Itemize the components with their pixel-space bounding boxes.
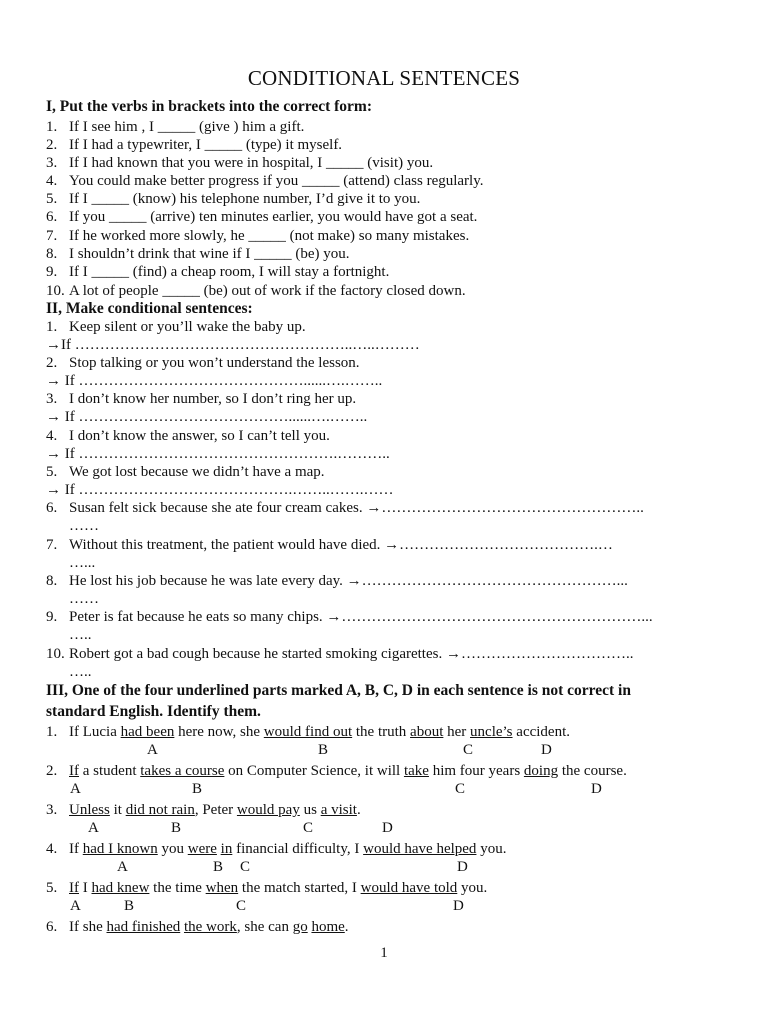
exercise-item: [46, 919, 349, 936]
sentence-fragment: .: [356, 802, 361, 818]
sentence-fragment: on Computer Science, it will: [224, 763, 404, 779]
underlined-part: a visit: [320, 802, 357, 818]
option-letter-d: D: [541, 742, 552, 758]
underlined-part: did not rain: [125, 802, 195, 818]
item-text: If I had known that you were in hospital, I _____ (visit) you.: [69, 155, 434, 171]
underlined-part: had knew: [91, 880, 150, 896]
option-letter-d: D: [382, 820, 393, 836]
exercise-item: [46, 646, 633, 663]
sentence-fragment: us: [299, 802, 321, 818]
underlined-part: home: [311, 919, 345, 935]
option-letter-b: B: [171, 820, 182, 836]
item-text: Susan felt sick because she ate four cream cakes. →……………………………………………..: [69, 500, 644, 516]
item-text: Stop talking or you won’t understand the lesson.: [69, 355, 360, 371]
sentence-fragment: the match started, I: [238, 880, 361, 896]
item-text: If I _____ (find) a cheap room, I will stay a fortnight.: [69, 264, 390, 280]
item-sentence: [69, 724, 570, 740]
item-text: I don’t know the answer, so I can’t tell you.: [69, 428, 330, 444]
answer-continuation: …..: [69, 627, 92, 643]
sentence-fragment: If: [69, 841, 83, 857]
item-number: 8.: [46, 573, 58, 589]
item-text: If I _____ (know) his telephone number, I’d give it to you.: [69, 191, 421, 207]
exercise-item: [46, 609, 653, 626]
sentence-fragment: If she: [69, 919, 107, 935]
option-letter-a: A: [117, 859, 128, 875]
item-number: 3.: [46, 155, 58, 171]
section2-heading: II, Make conditional sentences:: [46, 300, 253, 317]
sentence-fragment: I: [79, 880, 92, 896]
option-letter-a: A: [70, 898, 81, 914]
underlined-part: the work: [183, 919, 237, 935]
underlined-part: had finished: [106, 919, 181, 935]
option-letters: [0, 781, 768, 799]
option-letter-b: B: [124, 898, 135, 914]
option-letter-c: C: [455, 781, 466, 797]
option-letter-b: B: [213, 859, 224, 875]
sentence-fragment: you.: [457, 880, 488, 896]
section1-heading: I, Put the verbs in brackets into the correct form:: [46, 98, 372, 115]
item-number: 4.: [46, 173, 58, 189]
exercise-item: [46, 464, 325, 481]
item-number: 1.: [46, 119, 58, 135]
item-text: If I see him , I _____ (give ) him a gift.: [69, 119, 305, 135]
exercise-item: [46, 319, 306, 336]
item-sentence: [69, 919, 349, 935]
answer-line: → If …………………………………………….………..: [46, 446, 390, 462]
section3-heading-line2: standard English. Identify them.: [46, 703, 261, 720]
item-text: Without this treatment, the patient would have died. →………………………………….…: [69, 537, 613, 553]
section3-heading-line1: III, One of the four underlined parts marked A, B, C, D in each sentence is not correct in: [46, 682, 631, 699]
item-text: I shouldn’t drink that wine if I _____ (be) you.: [69, 246, 350, 262]
sentence-fragment: her: [443, 724, 471, 740]
underlined-part: would have told: [360, 880, 458, 896]
item-text: Keep silent or you’ll wake the baby up.: [69, 319, 306, 335]
exercise-item: [46, 802, 361, 819]
item-text: I don’t know her number, so I don’t ring her up.: [69, 391, 357, 407]
exercise-item: [46, 500, 644, 517]
item-number: 4.: [46, 841, 58, 857]
option-letter-b: B: [192, 781, 203, 797]
exercise-item: [46, 264, 389, 281]
item-number: 2.: [46, 763, 58, 779]
option-letters: [0, 859, 768, 877]
item-number: 1.: [46, 319, 58, 335]
underlined-part: uncle’s: [470, 724, 513, 740]
exercise-item: [46, 841, 506, 858]
option-letter-c: C: [303, 820, 314, 836]
option-letters: [0, 742, 768, 760]
underlined-part: go: [292, 919, 308, 935]
exercise-item: [46, 391, 356, 408]
item-number: 9.: [46, 609, 58, 625]
option-letters: [0, 898, 768, 916]
item-text: If he worked more slowly, he _____ (not make) so many mistakes.: [69, 228, 470, 244]
underlined-part: about: [410, 724, 444, 740]
sentence-fragment: it: [109, 802, 126, 818]
answer-line: →If ………………………………………………..…..………: [46, 337, 420, 353]
item-text: If you _____ (arrive) ten minutes earlier, you would have got a seat.: [69, 209, 478, 225]
item-text: Peter is fat because he eats so many chips. →……………………………………………………...: [69, 609, 653, 625]
item-number: 3.: [46, 391, 58, 407]
item-text: Robert got a bad cough because he started smoking cigarettes. →……………………………..: [69, 646, 634, 662]
item-number: 9.: [46, 264, 58, 280]
underlined-part: doing: [523, 763, 559, 779]
sentence-fragment: financial difficulty, I: [232, 841, 364, 857]
option-letters: [0, 820, 768, 838]
item-number: 6.: [46, 500, 58, 516]
sentence-fragment: If Lucia: [69, 724, 121, 740]
sentence-fragment: you: [157, 841, 188, 857]
underlined-part: If: [69, 880, 79, 896]
item-text: He lost his job because he was late every day. →……………………………………………...: [69, 573, 628, 589]
item-number: 6.: [46, 919, 58, 935]
answer-continuation: …...: [69, 555, 96, 571]
answer-continuation: ……: [69, 591, 99, 607]
answer-line: → If ……………………………………......….……..: [46, 409, 368, 425]
sentence-fragment: him four years: [428, 763, 524, 779]
item-number: 5.: [46, 880, 58, 896]
exercise-item: [46, 137, 342, 154]
exercise-item: [46, 283, 466, 300]
option-letter-c: C: [240, 859, 251, 875]
exercise-item: [46, 355, 360, 372]
sentence-fragment: , she can: [236, 919, 293, 935]
underlined-part: If: [69, 763, 79, 779]
item-text: If I had a typewriter, I _____ (type) it myself.: [69, 137, 343, 153]
item-number: 2.: [46, 355, 58, 371]
item-number: 3.: [46, 802, 58, 818]
sentence-fragment: .: [344, 919, 349, 935]
option-letter-d: D: [453, 898, 464, 914]
item-number: 6.: [46, 209, 58, 225]
item-number: 10.: [46, 283, 65, 299]
exercise-item: [46, 246, 350, 263]
underlined-part: when: [205, 880, 239, 896]
page-title: CONDITIONAL SENTENCES: [247, 66, 521, 90]
item-number: 5.: [46, 191, 58, 207]
underlined-part: takes a course: [140, 763, 225, 779]
option-letter-a: A: [88, 820, 99, 836]
item-number: 10.: [46, 646, 65, 662]
answer-continuation: …..: [69, 664, 92, 680]
option-letter-a: A: [147, 742, 158, 758]
item-text: We got lost because we didn’t have a map.: [69, 464, 325, 480]
item-sentence: [69, 763, 627, 779]
underlined-part: would pay: [236, 802, 300, 818]
option-letter-d: D: [457, 859, 468, 875]
option-letter-c: C: [463, 742, 474, 758]
answer-line: → If ………………………………………......….……..: [46, 373, 383, 389]
sentence-fragment: the truth: [352, 724, 411, 740]
sentence-fragment: you.: [476, 841, 507, 857]
exercise-item: [46, 880, 487, 897]
item-number: 4.: [46, 428, 58, 444]
underlined-part: Unless: [69, 802, 110, 818]
exercise-item: [46, 573, 628, 590]
item-number: 7.: [46, 228, 58, 244]
answer-line: → If …………………………………….……..…….……: [46, 482, 394, 498]
sentence-fragment: , Peter: [194, 802, 237, 818]
underlined-part: would find out: [263, 724, 353, 740]
exercise-item: [46, 763, 627, 780]
underlined-part: had been: [120, 724, 175, 740]
sentence-fragment: here now, she: [174, 724, 264, 740]
underlined-part: in: [220, 841, 233, 857]
option-letter-a: A: [70, 781, 81, 797]
item-number: 2.: [46, 137, 58, 153]
page-number: 1: [380, 945, 388, 961]
exercise-item: [46, 191, 420, 208]
item-number: 8.: [46, 246, 58, 262]
underlined-part: had I known: [82, 841, 158, 857]
exercise-item: [46, 537, 613, 554]
item-sentence: [69, 802, 361, 818]
exercise-item: [46, 428, 330, 445]
exercise-item: [46, 173, 484, 190]
underlined-part: take: [403, 763, 429, 779]
item-number: 1.: [46, 724, 58, 740]
exercise-item: [46, 119, 304, 136]
underlined-part: would have helped: [363, 841, 477, 857]
exercise-item: [46, 209, 477, 226]
option-letter-b: B: [318, 742, 329, 758]
exercise-item: [46, 228, 469, 245]
sentence-fragment: the course.: [558, 763, 627, 779]
item-number: 5.: [46, 464, 58, 480]
exercise-item: [46, 155, 433, 172]
option-letter-d: D: [591, 781, 602, 797]
answer-continuation: ……: [69, 518, 99, 534]
item-sentence: [69, 880, 487, 896]
item-text: You could make better progress if you _____ (attend) class regularly.: [69, 173, 484, 189]
underlined-part: were: [187, 841, 217, 857]
option-letter-c: C: [236, 898, 247, 914]
sentence-fragment: accident.: [512, 724, 570, 740]
item-sentence: [69, 841, 506, 857]
item-number: 7.: [46, 537, 58, 553]
sentence-fragment: the time: [149, 880, 206, 896]
exercise-item: [46, 724, 570, 741]
item-text: A lot of people _____ (be) out of work if the factory closed down.: [69, 283, 466, 299]
sentence-fragment: a student: [79, 763, 141, 779]
